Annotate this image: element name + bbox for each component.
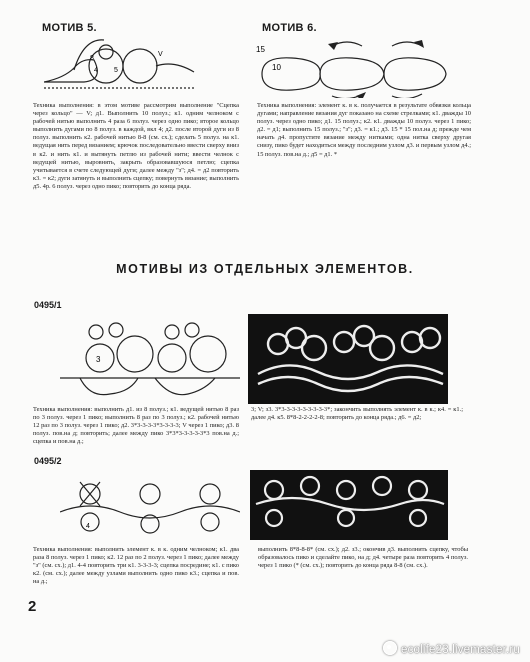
livemaster-logo-icon [383, 641, 397, 655]
motif5-title: МОТИВ 5. [42, 22, 97, 34]
motif6-label-15: 15 [256, 45, 265, 54]
pattern1-photo [248, 314, 448, 404]
motif6-title: МОТИВ 6. [262, 22, 317, 34]
pattern2-instructions-left: Техника выполнения: выполнить элемент к. в к. одним челноком; к1. два раза 8 полуз. через 1 пико; к2. 12 раз по 2 полуз. через 1 пико; далее между "з" (см. сх.); д1. 4-4 повторить три к1. 3-3-3-3; сцепка посредине; к1. с пико к2. (см. сх.); далее между узлами выполнить одно пико к3.; сцепка и пов. на д.; [33, 546, 239, 586]
motif6-label-10: 10 [272, 63, 281, 72]
motif5-diagram [44, 30, 204, 100]
svg-text:5: 5 [114, 67, 118, 74]
motif6-instructions: Техника выполнения: элемент к. в к. получается в результате обвязки кольца дугами; направление вязания дуг показано на схеме стрелками; к1. дважды 10 полуз. через одно пико; д1. 15 полуз.; к2. к1. дважды 10 полуз. через 1 пико; д2. = д1; выполнить 15 полуз.; "з"; д3. = к1.; д3. 15 * 15 пол.на д; прежде чем начать д4. пропустите вязание между нитками; одна нитка сверху другая снизу, пико будет находиться между последним узлом д3. и первым узлом д4.; 15 полуз. пов.на д.; д5 = д1. * [257, 102, 471, 158]
pattern2-label-4: 4 [86, 523, 90, 530]
watermark [383, 641, 520, 656]
pattern2-photo [250, 470, 448, 540]
pattern1-label-3: 3 [96, 355, 101, 364]
page-number: 2 [28, 598, 37, 615]
pattern2-diagram [60, 472, 240, 542]
watermark-text: ecolife23.livemaster.ru [400, 644, 520, 656]
motif5-instructions: Техника выполнения: в этом мотиве рассмотрим выполнение "Сцепка через кольцо" — V; д1. Выполнить 10 полуз.; к1. одним челноком с рабочей нитью выполнить 4 раза 6 полуз. через одно пико; второе кольцо выполнить дугами по 8 полуз. в каждой, вкл 4; д2. после второй дуги из 8 полуз. выполнить к2. рабочей нитью 8-8 (см. сх.); сделать 5 полуз. на к1. ведущая нить перед вязанием; крючок последовательно ввести сверху вниз в к2. и нить к1. и вытянуть петлю из рабочей нити; ввести челнок с ведущей нитью, выровнять, закрыть образовавшуюся петлю; сцепка учитывается в счете следующей дуги; далее между "з"; д4. = д2 повторить к3. = к2; дуги затянуть и выполнить сцепку; повернуть вязание; выполнить д5. 4р. 6 полуз. через одно пико; повторить до конца ряда. [33, 102, 239, 190]
svg-text:8: 8 [90, 55, 94, 62]
pattern1-diagram [60, 318, 240, 408]
motif6-diagram [252, 36, 462, 98]
pattern1-code: 0495/1 [34, 300, 62, 310]
pattern2-instructions-right: выполнить 8*8-8-8* (см. сх.); д2. з3.; окончив д3. выполнить сцепку, чтобы образовалось пико и сделайте пико, на д; д4. четыре раза повторить 4 полуз. через 1 пико (* (см. сх.); повторить до конца ряда 8-8 (см. сх.). [258, 546, 468, 570]
pattern1-instructions-left: Техника выполнения: выполнить д1. из 8 полуз.; к1. ведущей нитью 8 раз по 3 полуз. через 1 пико; выполнить 8 раз по 3 полуз.; к2. рабочей нитью 12 раз по 3 полуз. через 1 пико; д2. 3*3-3-3-3*3-3-3-3; V через 1 пико; д3. 8 полуз. пов.на д; повторить; далее между пико 3*3*3-3-3-3-3*3 пов.на д.; сцепка и пов.на д.; [33, 406, 239, 446]
svg-text:4: 4 [94, 67, 98, 74]
pattern1-instructions-right: 3; V; з3. 3*3-3-3-3-3-3-3-3-3*; закончить выполнять элемент к. в к.; к4. = к1.; далее д4. к5. 8*8-2-2-2-2-8; повторить до конца ряда.; д6. = д2; [251, 406, 463, 422]
section-title: МОТИВЫ ИЗ ОТДЕЛЬНЫХ ЭЛЕМЕНТОВ. [116, 262, 414, 276]
pattern2-code: 0495/2 [34, 456, 62, 466]
svg-text:V: V [158, 51, 163, 58]
